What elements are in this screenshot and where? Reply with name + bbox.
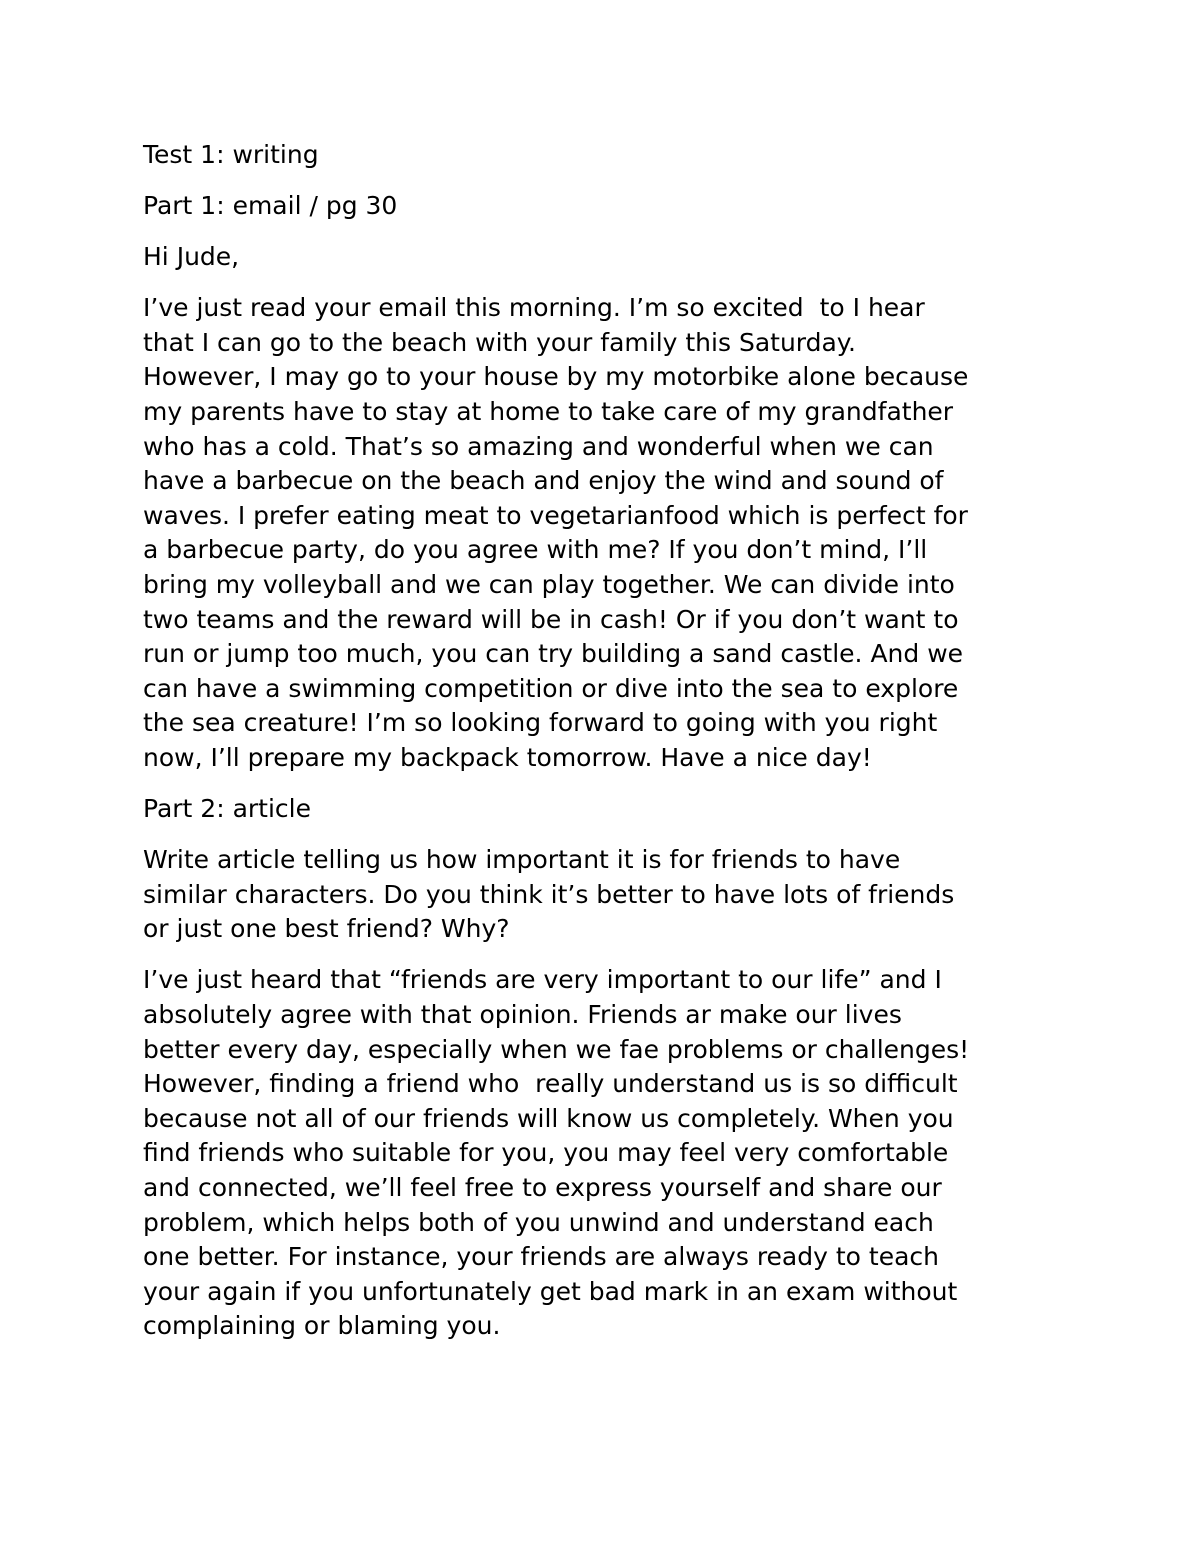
- text-line: can have a swimming competition or dive into the sea to explore: [143, 673, 959, 703]
- text-line: absolutely agree with that opinion. Friends ar make our lives: [143, 1000, 902, 1030]
- text-line: However, finding a friend who really understand us is so difficult: [143, 1069, 958, 1099]
- text-line: the sea creature! I’m so looking forward to going with you right: [143, 708, 938, 738]
- text-line: problem, which helps both of you unwind and understand each: [143, 1207, 934, 1237]
- document-body: [143, 138, 1063, 1361]
- email-paragraph: [143, 291, 1063, 775]
- text-line: or just one best friend? Why?: [143, 914, 510, 944]
- article-prompt: [143, 843, 1063, 947]
- document-heading: Test 1: writing: [143, 140, 319, 169]
- text-line: have a barbecue on the beach and enjoy the wind and sound of: [143, 466, 944, 496]
- text-line: However, I may go to your house by my motorbike alone because: [143, 362, 969, 392]
- text-line: waves. I prefer eating meat to vegetarianfood which is perfect for: [143, 500, 968, 530]
- text-line: your again if you unfortunately get bad mark in an exam without: [143, 1276, 958, 1306]
- text-line: complaining or blaming you.: [143, 1311, 501, 1341]
- text-line: run or jump too much, you can try building a sand castle. And we: [143, 639, 964, 669]
- part1-heading: Part 1: email / pg 30: [143, 191, 398, 221]
- text-line: better every day, especially when we fae problems or challenges!: [143, 1034, 970, 1064]
- text-line: bring my volleyball and we can play together. We can divide into: [143, 570, 955, 600]
- text-line: that I can go to the beach with your family this Saturday.: [143, 327, 856, 357]
- text-line: similar characters. Do you think it’s better to have lots of friends: [143, 879, 955, 909]
- text-line: two teams and the reward will be in cash! Or if you don’t want to: [143, 604, 959, 634]
- text-line: Write article telling us how important it is for friends to have: [143, 845, 901, 875]
- text-line: one better. For instance, your friends are always ready to teach: [143, 1242, 939, 1272]
- part2-heading: Part 2: article: [143, 794, 311, 824]
- text-line: my parents have to stay at home to take care of my grandfather: [143, 397, 954, 427]
- text-line: because not all of our friends will know us completely. When you: [143, 1103, 954, 1133]
- text-line: now, I’ll prepare my backpack tomorrow. Have a nice day!: [143, 743, 872, 772]
- text-line: find friends who suitable for you, you may feel very comfortable: [143, 1138, 949, 1168]
- text-line: I’ve just heard that “friends are very important to our life” and I: [143, 965, 942, 995]
- article-paragraph: [143, 963, 1063, 1344]
- email-greeting: Hi Jude,: [143, 242, 240, 272]
- text-line: who has a cold. That’s so amazing and wonderful when we can: [143, 431, 934, 461]
- text-line: and connected, we’ll feel free to express yourself and share our: [143, 1173, 942, 1203]
- text-line: a barbecue party, do you agree with me? If you don’t mind, I’ll: [143, 535, 928, 565]
- text-line: I’ve just read your email this morning. I’m so excited to I hear: [143, 293, 925, 323]
